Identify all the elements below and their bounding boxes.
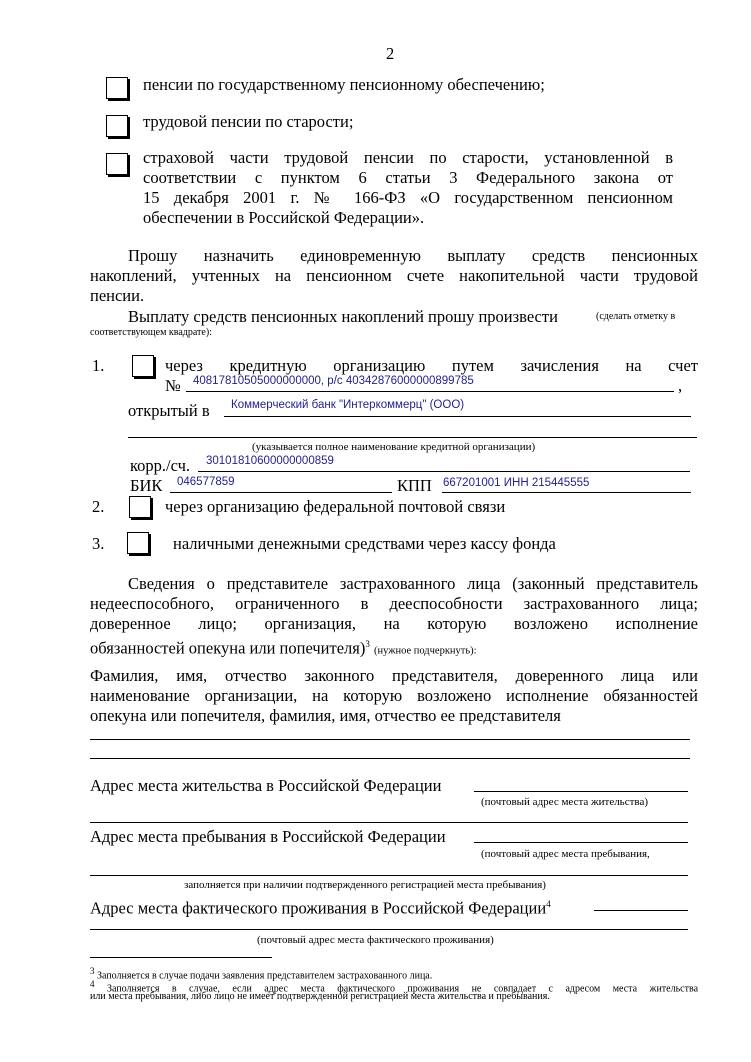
- footnote-separator: [90, 957, 272, 958]
- stay-field-2[interactable]: [90, 875, 688, 876]
- opened-in-label: открытый в: [128, 401, 210, 420]
- corr-value[interactable]: 30101810600000000859: [206, 455, 334, 467]
- actual-label-text: Адрес места фактического проживания в Российской Федерации: [90, 898, 547, 918]
- request-line-3: пенсии.: [90, 286, 145, 305]
- method-2-label: через организацию федеральной почтовой связи: [165, 497, 506, 516]
- rep-hint: (нужное подчеркнуть):: [373, 645, 477, 657]
- actual-hint: (почтовый адрес места фактического проживания): [257, 934, 494, 946]
- checkbox-method-bank[interactable]: [132, 355, 154, 377]
- footnote-4-num: 4: [90, 979, 95, 989]
- footnote-ref-4: 4: [546, 899, 551, 909]
- checkbox-state-pension[interactable]: [106, 77, 128, 99]
- option-insurance-line-4: обеспечении в Российской Федерации».: [143, 208, 425, 227]
- stay-hint: (почтовый адрес места пребывания,: [481, 848, 650, 860]
- bank-hint: (указывается полное наименование кредитной организации): [252, 441, 536, 453]
- page-number: 2: [386, 44, 395, 63]
- stay-field[interactable]: [474, 842, 688, 843]
- actual-label: [90, 894, 551, 919]
- bik-line: [170, 492, 392, 493]
- kpp-label: КПП: [397, 476, 432, 495]
- checkbox-insurance-pension[interactable]: [106, 153, 128, 175]
- method-3-label: наличными денежными средствами через кассу фонда: [173, 534, 556, 553]
- corr-line: [198, 471, 690, 472]
- checkbox-method-cash[interactable]: [127, 532, 149, 554]
- option-insurance-line-2: соответствии с пунктом 6 статьи 3 Федерального закона от: [143, 168, 673, 187]
- account-comma: ,: [678, 376, 683, 395]
- rep-line-3: доверенное лицо; организация, на которую возложено исполнение: [90, 614, 698, 633]
- rep-line-1: Сведения о представителе застрахованного лица (законный представитель: [128, 574, 698, 593]
- rep-line-4: [90, 634, 477, 662]
- checkbox-labor-pension[interactable]: [106, 115, 128, 137]
- method-3-number: 3.: [92, 534, 105, 553]
- kpp-value[interactable]: 667201001 ИНН 215445555: [443, 477, 590, 489]
- actual-field[interactable]: [594, 910, 688, 911]
- option-labor-pension-label: трудовой пенсии по старости;: [143, 112, 354, 131]
- footnote-3-text: Заполняется в случае подачи заявления представителем застрахованного лица.: [97, 970, 433, 982]
- account-value[interactable]: 40817810505000000000, р/с 40342876000000899785: [193, 375, 474, 387]
- rep-name-line-3: опекуна или попечителя, фамилия, имя, отчество ее представителя: [90, 706, 561, 725]
- rep-line-4-text: обязанностей опекуна или попечителя): [90, 638, 366, 658]
- bik-value[interactable]: 046577859: [177, 476, 235, 488]
- request-line-2: накоплений, учтенных на пенсионном счете накопительной части трудовой: [90, 266, 698, 285]
- account-no-label: №: [165, 376, 181, 395]
- bank-line: [224, 416, 691, 417]
- residence-label: Адрес места жительства в Российской Федерации: [90, 776, 442, 795]
- method-1-label: через кредитную организацию путем зачисления на счет: [165, 356, 698, 375]
- corr-label: корр./сч.: [130, 456, 191, 475]
- method-2-number: 2.: [92, 497, 105, 516]
- rep-name-line-2: наименование организации, на которую возложено исполнение обязанностей: [90, 686, 698, 705]
- bik-label: БИК: [130, 476, 163, 495]
- checkbox-method-post[interactable]: [129, 496, 151, 518]
- footnote-3-num: 3: [90, 966, 95, 976]
- option-insurance-line-3: 15 декабря 2001 г. № 166-ФЗ «О государственном пенсионном: [143, 188, 673, 207]
- request-line-1: Прошу назначить единовременную выплату средств пенсионных: [128, 246, 698, 265]
- footnote-ref-3: 3: [365, 639, 370, 649]
- residence-field[interactable]: [474, 791, 688, 792]
- footnote-4-text-1: Заполняется в случае, если адрес места фактического проживания не совпадает с адресом места жительства: [106, 983, 699, 995]
- option-insurance-line-1: страховой части трудовой пенсии по старости, установленной в: [143, 148, 673, 167]
- option-state-pension-label: пенсии по государственному пенсионному обеспечению;: [143, 75, 545, 94]
- rep-line-2: недееспособного, ограниченного в дееспособности застрахованного лица;: [90, 594, 698, 613]
- rep-name-field-2[interactable]: [90, 758, 690, 759]
- residence-field-2[interactable]: [90, 822, 688, 823]
- method-1-number: 1.: [92, 356, 105, 375]
- payment-hint-1: (сделать отметку в: [596, 311, 676, 322]
- actual-field-2[interactable]: [90, 929, 688, 930]
- bank-line-2: [128, 437, 697, 438]
- kpp-line: [442, 492, 691, 493]
- footnote-4-line-2: или места пребывания, либо лицо не имеет подтвержденной регистрацией места жительства и пребывания.: [90, 991, 550, 1002]
- payment-line: Выплату средств пенсионных накоплений прошу произвести: [128, 307, 558, 326]
- bank-value[interactable]: Коммерческий банк "Интеркоммерц" (ООО): [231, 399, 465, 411]
- stay-label: Адрес места пребывания в Российской Федерации: [90, 827, 446, 846]
- payment-hint-2: соответствующем квадрате):: [90, 327, 212, 338]
- stay-hint-2: заполняется при наличии подтвержденного регистрацией места пребывания): [184, 879, 546, 891]
- account-line: [186, 391, 674, 392]
- residence-hint: (почтовый адрес места жительства): [481, 796, 648, 808]
- rep-name-line-1: Фамилия, имя, отчество законного представителя, доверенного лица или: [90, 666, 698, 685]
- rep-name-field-1[interactable]: [90, 739, 690, 740]
